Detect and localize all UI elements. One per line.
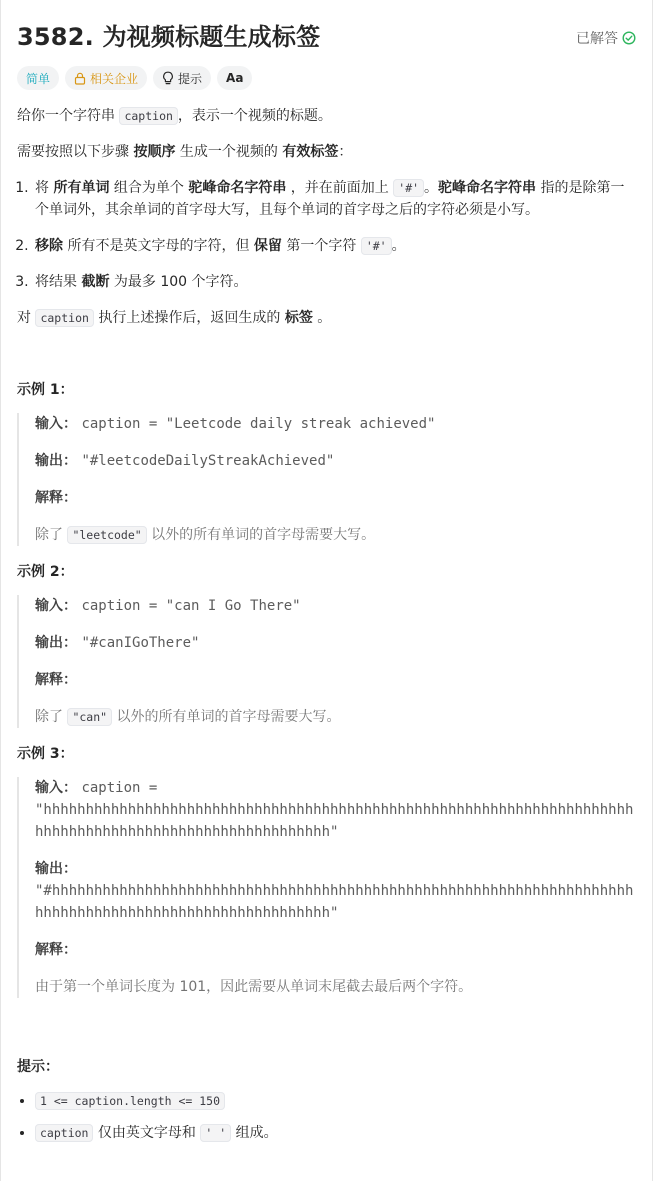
example-explanation-label: 解释： — [35, 942, 77, 958]
example-output: 输出： "#canIGoThere" — [35, 635, 200, 651]
inline-code: '#' — [393, 179, 424, 197]
problem-content — [17, 105, 636, 1144]
inline-code: ' ' — [200, 1124, 231, 1142]
constraints-title: 提示： — [17, 1059, 59, 1075]
lock-icon — [74, 72, 86, 85]
example-input: 输入： caption = "Leetcode daily streak achieved" — [35, 416, 436, 432]
solved-label: 已解答 — [576, 31, 618, 47]
inline-code: caption — [35, 309, 93, 327]
problem-header — [17, 0, 636, 52]
example-explanation-label: 解释： — [35, 672, 77, 688]
steps-intro: 需要按照以下步骤 按顺序 生成一个视频的 有效标签： — [17, 144, 353, 160]
steps-list — [17, 177, 636, 293]
inline-code: "leetcode" — [67, 526, 146, 544]
solved-status — [576, 28, 636, 48]
example-block — [17, 413, 636, 546]
example-title: 示例 3： — [17, 746, 74, 762]
related-companies-button[interactable] — [65, 66, 147, 90]
step-item: 3. 将结果 截断 为最多 100 个字符。 — [33, 271, 636, 293]
step-item: 2. 移除 所有不是英文字母的字符，但 保留 第一个字符 '#' 。 — [33, 235, 636, 257]
related-companies-label: 相关企业 — [90, 71, 139, 86]
translate-icon: Aa — [226, 71, 244, 85]
translate-button[interactable] — [217, 66, 252, 90]
inline-code: "can" — [67, 708, 112, 726]
example-explanation: 除了 "can" 以外的所有单词的首字母需要大写。 — [35, 709, 341, 725]
step-item: 1. 将 所有单词 组合为单个 驼峰命名字符串 ，并在前面加上 '#' 。驼峰命名字符串 指的是除第一 个单词外，其余单词的首字母大写，且每个单词的首字母之后的字符必须是小写。 — [33, 177, 636, 221]
inline-code: '#' — [361, 237, 392, 255]
example-input: 输入： caption = "hhhhhhhhhhhhhhhhhhhhhhhhhhhhhhhhhhhhhhhhhhhhhhhhhhhhhhhhhhhhhhhhhhhhhhhhhhhhhhhhhhhhhhhhhhhhhhhhhhhhhhhhh" — [35, 780, 634, 840]
lightbulb-icon — [162, 71, 174, 85]
example-output: 输出： "#hhhhhhhhhhhhhhhhhhhhhhhhhhhhhhhhhhhhhhhhhhhhhhhhhhhhhhhhhhhhhhhhhhhhhhhhhhhhhhhhhhhhhhhhhhhhhhhhhhhhhhhh" — [35, 861, 634, 921]
inline-code: caption — [119, 107, 177, 125]
example-explanation-label: 解释： — [35, 490, 77, 506]
hint-label: 提示 — [178, 71, 203, 86]
difficulty-badge[interactable] — [17, 66, 59, 90]
problem-tags — [17, 66, 636, 90]
constraints-list — [17, 1090, 636, 1144]
final-paragraph: 对 caption 执行上述操作后，返回生成的 标签 。 — [17, 310, 332, 326]
constraint-item: • caption 仅由英文字母和 ' ' 组成。 — [35, 1122, 636, 1144]
intro-paragraph: 给你一个字符串 caption ，表示一个视频的标题。 — [17, 108, 332, 124]
example-input: 输入： caption = "can I Go There" — [35, 598, 301, 614]
check-circle-icon — [622, 31, 636, 45]
example-title: 示例 2： — [17, 564, 74, 580]
example-output: 输出： "#leetcodeDailyStreakAchieved" — [35, 453, 335, 469]
inline-code: 1 <= caption.length <= 150 — [35, 1092, 225, 1110]
inline-code: caption — [35, 1124, 93, 1142]
example-explanation: 由于第一个单词长度为 101，因此需要从单词末尾截去最后两个字符。 — [35, 979, 473, 995]
example-block — [17, 777, 636, 998]
example-block — [17, 595, 636, 728]
problem-title[interactable]: 3582. 为视频标题生成标签 — [17, 23, 321, 51]
example-title: 示例 1： — [17, 382, 74, 398]
hint-button[interactable] — [153, 66, 211, 90]
example-explanation: 除了 "leetcode" 以外的所有单词的首字母需要大写。 — [35, 527, 376, 543]
constraint-item — [35, 1090, 636, 1112]
difficulty-label: 简单 — [26, 71, 51, 86]
